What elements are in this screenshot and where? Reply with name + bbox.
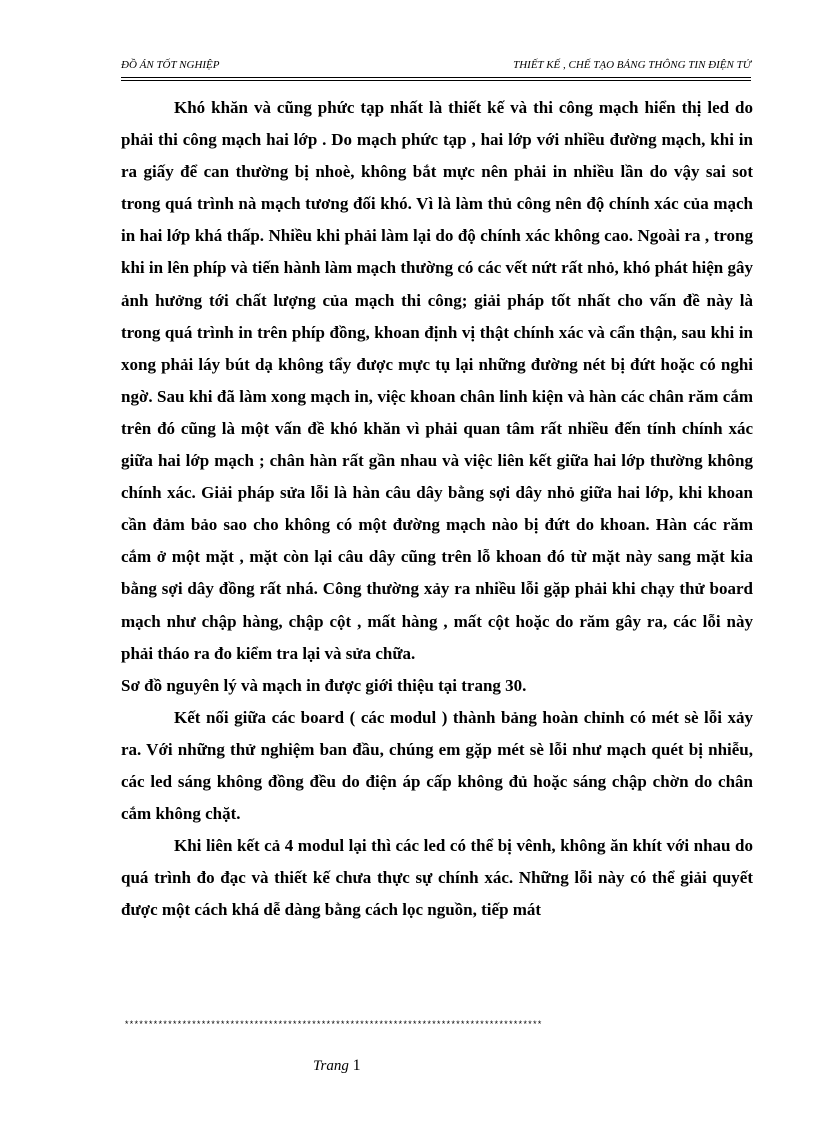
paragraph-schematic-reference: Sơ đồ nguyên lý và mạch in được giới thiệu tại trang 30.: [121, 675, 527, 695]
paragraph-module-assembly: Khi liên kết cả 4 modul lại thì các led có thể bị vênh, không ăn khít với nhau do quá trình đo đạc và thiết kế chưa thực sự chính xác. Những lỗi này có thể giải quyết được một cách khá dễ dàng bằng cách lọc nguồn, tiếp mát: [121, 836, 753, 920]
header-right-title: THIẾT KẾ , CHẾ TẠO BẢNG THÔNG TIN ĐIỆN TỬ: [513, 59, 751, 71]
footer-star-divider: ***************************************************************************************: [124, 1020, 542, 1030]
page-header: [121, 57, 751, 81]
header-left-title: ĐỒ ÁN TỐT NGHIỆP: [121, 59, 220, 71]
paragraph-difficulties: Khó khăn và cũng phức tạp nhất là thiết kế và thi công mạch hiển thị led do phải thi công mạch hai lớp . Do mạch phức tạp , hai lớp với nhiều đường mạch, khi in ra giấy để can thường bị nhoè, không bắt mực nên phải in nhiều lần do vậy sai sot trong quá trình nà mạch tương đối khó. Vì là làm thủ công nên độ chính xác của mạch in hai lớp khá thấp. Nhiều khi phải làm lại do độ chính xác không cao. Ngoài ra , trong khi in lên phíp và tiến hành làm mạch thường có các vết nứt rất nhỏ, khó phát hiện gây ảnh hưởng tới chất lượng của mạch thi công; giải pháp tốt nhất cho vấn đề này là trong quá trình in trên phíp đồng, khoan định vị thật chính xác và cẩn thận, sau khi in xong phải láy bút dạ không tẩy được mực tụ lại những đường nét bị đứt hoặc có nghi ngờ. Sau khi đã làm xong mạch in, việc khoan chân linh kiện và hàn các chân răm cắm trên đó cũng là một vấn đề khó khăn vì phải quan tâm rất nhiều đến tính chính xác giữa hai lớp mạch ; chân hàn rất gần nhau và việc liên kết giữa hai lớp thường không chính xác. Giải pháp sửa lỗi là hàn câu dây bằng sợi dây nhỏ giữa hai lớp, khi khoan cần đảm bảo sao cho không có một đường mạch nào bị đứt do khoan. Hàn các răm cắm ở một mặt , mặt còn lại câu dây cũng trên lỗ khoan đó từ mặt này sang mặt kia bằng sợi dây đồng rất nhá. Công thường xảy ra nhiều lỗi gặp phải khi chạy thử board mạch như chập hàng, chập cột , mất hàng , mất cột hoặc do răm gây ra, các lỗi này phải tháo ra đo kiểm tra lại và sửa chữa.: [121, 98, 753, 663]
page-label: Trang: [313, 1058, 349, 1074]
page-number: [313, 1056, 361, 1076]
paragraph-board-connection: Kết nối giữa các board ( các modul ) thành bảng hoàn chỉnh có mét sè lỗi xảy ra. Với những thử nghiệm ban đầu, chúng em gặp mét sè lỗi như mạch quét bị nhiễu, các led sáng không đồng đều do điện áp cấp không đủ hoặc sáng chập chờn do chân cắm không chặt.: [121, 707, 753, 824]
page-number-value: 1: [352, 1057, 361, 1074]
body-text: [121, 92, 753, 926]
